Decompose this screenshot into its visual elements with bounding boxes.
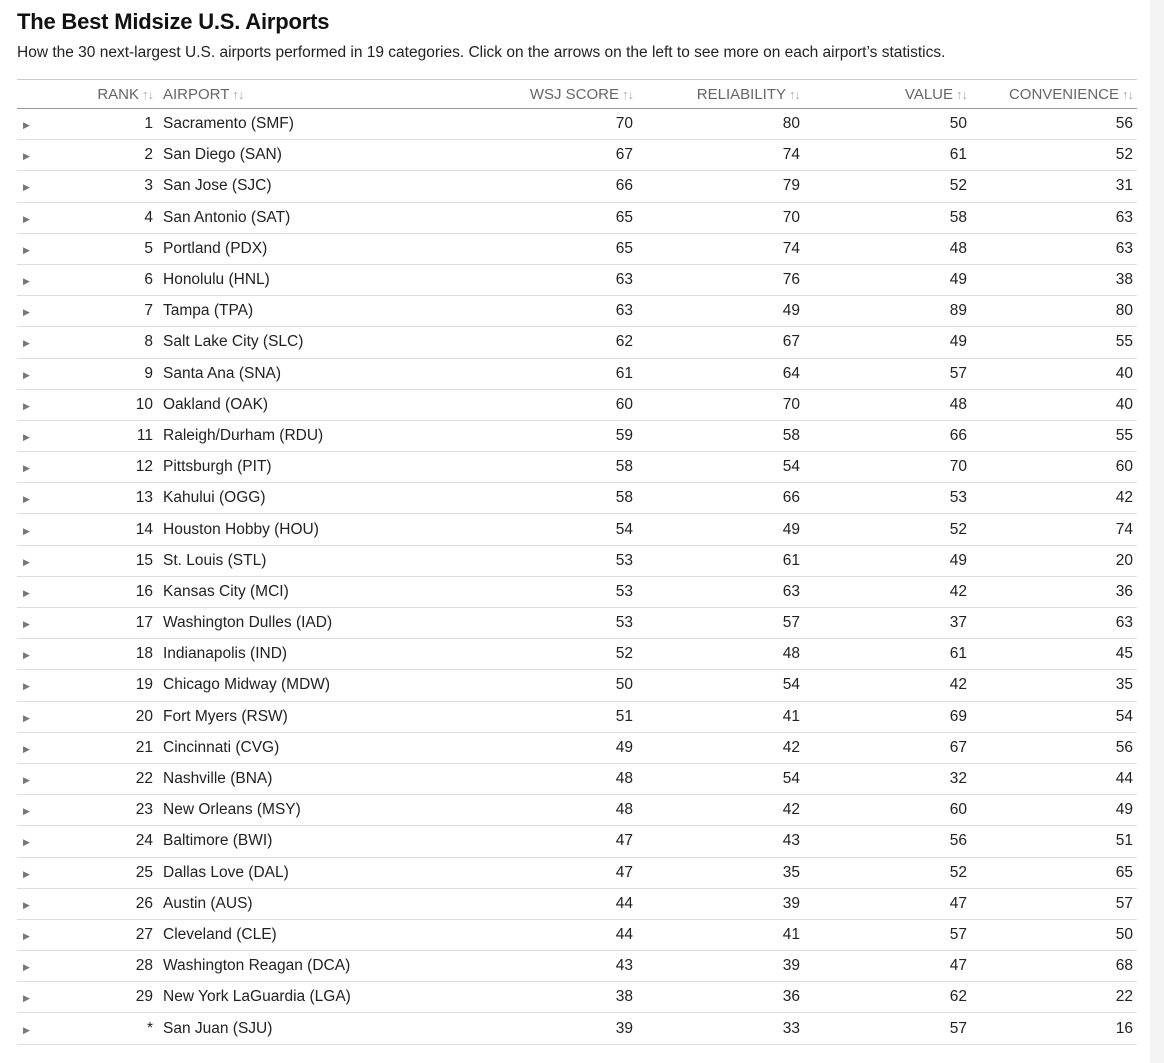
convenience-cell: 31 bbox=[967, 171, 1137, 202]
wsj-score-cell: 44 bbox=[487, 919, 633, 950]
value-cell: 66 bbox=[800, 420, 967, 451]
value-cell: 42 bbox=[800, 670, 967, 701]
table-row bbox=[17, 857, 1137, 888]
column-header-label: VALUE bbox=[904, 85, 953, 103]
airport-name-cell: Santa Ana (SNA) bbox=[153, 358, 487, 389]
rank-cell: 3 bbox=[47, 171, 153, 202]
rank-cell: 10 bbox=[47, 389, 153, 420]
table-row bbox=[17, 888, 1137, 919]
column-header-label: RELIABILITY bbox=[696, 85, 786, 103]
reliability-cell: 80 bbox=[633, 109, 800, 140]
table-row bbox=[17, 1013, 1137, 1044]
rank-cell: 14 bbox=[47, 514, 153, 545]
convenience-cell: 20 bbox=[967, 545, 1137, 576]
expand-row-arrow-icon[interactable]: ▶ bbox=[23, 400, 30, 411]
value-cell: 57 bbox=[800, 919, 967, 950]
expand-cell bbox=[17, 389, 47, 420]
table-row bbox=[17, 795, 1137, 826]
expand-cell bbox=[17, 483, 47, 514]
expand-row-arrow-icon[interactable]: ▶ bbox=[23, 962, 30, 973]
value-cell: 47 bbox=[800, 888, 967, 919]
airport-name-cell: Pittsburgh (PIT) bbox=[153, 452, 487, 483]
convenience-cell: 51 bbox=[967, 826, 1137, 857]
rank-cell: 22 bbox=[47, 763, 153, 794]
value-cell: 56 bbox=[800, 826, 967, 857]
convenience-cell: 45 bbox=[967, 639, 1137, 670]
column-header-airport[interactable] bbox=[153, 80, 487, 109]
table-row bbox=[17, 514, 1137, 545]
convenience-cell: 57 bbox=[967, 888, 1137, 919]
reliability-cell: 74 bbox=[633, 233, 800, 264]
rank-cell: 23 bbox=[47, 795, 153, 826]
convenience-cell: 36 bbox=[967, 576, 1137, 607]
airport-name-cell: Portland (PDX) bbox=[153, 233, 487, 264]
table-row bbox=[17, 483, 1137, 514]
expand-cell bbox=[17, 545, 47, 576]
rank-cell: 16 bbox=[47, 576, 153, 607]
reliability-cell: 66 bbox=[633, 483, 800, 514]
convenience-cell: 68 bbox=[967, 951, 1137, 982]
airport-name-cell: Indianapolis (IND) bbox=[153, 639, 487, 670]
wsj-score-cell: 51 bbox=[487, 701, 633, 732]
reliability-cell: 41 bbox=[633, 701, 800, 732]
expand-row-arrow-icon[interactable]: ▶ bbox=[23, 775, 30, 786]
convenience-cell: 74 bbox=[967, 514, 1137, 545]
convenience-cell: 55 bbox=[967, 327, 1137, 358]
table-row bbox=[17, 233, 1137, 264]
rank-cell: 9 bbox=[47, 358, 153, 389]
expand-cell bbox=[17, 951, 47, 982]
rank-cell: * bbox=[47, 1013, 153, 1044]
table-row bbox=[17, 327, 1137, 358]
column-header-label: CONVENIENCE bbox=[1008, 85, 1119, 103]
expand-row-arrow-icon[interactable]: ▶ bbox=[23, 712, 30, 723]
wsj-score-cell: 67 bbox=[487, 140, 633, 171]
airport-name-cell: Washington Dulles (IAD) bbox=[153, 608, 487, 639]
wsj-score-cell: 58 bbox=[487, 483, 633, 514]
expand-cell bbox=[17, 296, 47, 327]
convenience-cell: 22 bbox=[967, 982, 1137, 1013]
column-header-label: RANK bbox=[97, 85, 139, 103]
convenience-cell: 63 bbox=[967, 233, 1137, 264]
table-row bbox=[17, 982, 1137, 1013]
table-row bbox=[17, 358, 1137, 389]
wsj-score-cell: 58 bbox=[487, 452, 633, 483]
airport-name-cell: Salt Lake City (SLC) bbox=[153, 327, 487, 358]
expand-cell bbox=[17, 608, 47, 639]
value-cell: 67 bbox=[800, 732, 967, 763]
reliability-cell: 54 bbox=[633, 670, 800, 701]
expand-cell bbox=[17, 264, 47, 295]
expand-row-arrow-icon[interactable]: ▶ bbox=[23, 276, 30, 287]
expand-row-arrow-icon[interactable]: ▶ bbox=[23, 619, 30, 630]
expand-row-arrow-icon[interactable]: ▶ bbox=[23, 431, 30, 442]
expand-row-arrow-icon[interactable]: ▶ bbox=[23, 650, 30, 661]
reliability-cell: 67 bbox=[633, 327, 800, 358]
reliability-cell: 57 bbox=[633, 608, 800, 639]
rank-cell: 28 bbox=[47, 951, 153, 982]
reliability-cell: 58 bbox=[633, 420, 800, 451]
graphic-container bbox=[17, 8, 1133, 1045]
wsj-score-cell: 65 bbox=[487, 202, 633, 233]
value-cell: 47 bbox=[800, 951, 967, 982]
table-row bbox=[17, 763, 1137, 794]
column-header-label: AIRPORT bbox=[163, 85, 230, 103]
convenience-cell: 63 bbox=[967, 202, 1137, 233]
rank-cell: 19 bbox=[47, 670, 153, 701]
expand-cell bbox=[17, 452, 47, 483]
expand-row-arrow-icon[interactable]: ▶ bbox=[23, 338, 30, 349]
expand-cell bbox=[17, 420, 47, 451]
wsj-score-cell: 60 bbox=[487, 389, 633, 420]
airport-name-cell: San Jose (SJC) bbox=[153, 171, 487, 202]
rank-cell: 5 bbox=[47, 233, 153, 264]
rank-cell: 17 bbox=[47, 608, 153, 639]
table-row bbox=[17, 545, 1137, 576]
table-row bbox=[17, 670, 1137, 701]
wsj-score-cell: 50 bbox=[487, 670, 633, 701]
table-row bbox=[17, 576, 1137, 607]
expand-cell bbox=[17, 795, 47, 826]
expand-row-arrow-icon[interactable]: ▶ bbox=[23, 494, 30, 505]
rank-cell: 6 bbox=[47, 264, 153, 295]
wsj-score-cell: 39 bbox=[487, 1013, 633, 1044]
sort-arrows-icon[interactable]: ↑↓ bbox=[1122, 86, 1133, 102]
value-cell: 61 bbox=[800, 639, 967, 670]
expand-cell bbox=[17, 888, 47, 919]
reliability-cell: 64 bbox=[633, 358, 800, 389]
table-row bbox=[17, 296, 1137, 327]
airport-name-cell: San Juan (SJU) bbox=[153, 1013, 487, 1044]
expand-row-arrow-icon[interactable]: ▶ bbox=[23, 463, 30, 474]
airport-name-cell: Nashville (BNA) bbox=[153, 763, 487, 794]
airport-name-cell: Oakland (OAK) bbox=[153, 389, 487, 420]
airport-name-cell: Houston Hobby (HOU) bbox=[153, 514, 487, 545]
table-body bbox=[17, 109, 1137, 1045]
airport-name-cell: Baltimore (BWI) bbox=[153, 826, 487, 857]
wsj-score-cell: 47 bbox=[487, 857, 633, 888]
value-cell: 48 bbox=[800, 233, 967, 264]
wsj-score-cell: 70 bbox=[487, 109, 633, 140]
wsj-score-cell: 44 bbox=[487, 888, 633, 919]
column-header-rank[interactable] bbox=[47, 80, 153, 109]
airport-name-cell: Chicago Midway (MDW) bbox=[153, 670, 487, 701]
convenience-cell: 63 bbox=[967, 608, 1137, 639]
expand-row-arrow-icon[interactable]: ▶ bbox=[23, 837, 30, 848]
value-cell: 53 bbox=[800, 483, 967, 514]
convenience-cell: 65 bbox=[967, 857, 1137, 888]
value-cell: 49 bbox=[800, 264, 967, 295]
wsj-score-cell: 48 bbox=[487, 795, 633, 826]
wsj-score-cell: 53 bbox=[487, 608, 633, 639]
value-cell: 52 bbox=[800, 857, 967, 888]
wsj-score-cell: 59 bbox=[487, 420, 633, 451]
expand-row-arrow-icon[interactable]: ▶ bbox=[23, 151, 30, 162]
rank-cell: 18 bbox=[47, 639, 153, 670]
wsj-score-cell: 53 bbox=[487, 545, 633, 576]
value-cell: 49 bbox=[800, 545, 967, 576]
value-cell: 52 bbox=[800, 171, 967, 202]
wsj-score-cell: 43 bbox=[487, 951, 633, 982]
column-header-convenience[interactable] bbox=[967, 80, 1137, 109]
expand-row-arrow-icon[interactable]: ▶ bbox=[23, 525, 30, 536]
expand-cell bbox=[17, 763, 47, 794]
expand-row-arrow-icon[interactable]: ▶ bbox=[23, 899, 30, 910]
wsj-score-cell: 63 bbox=[487, 264, 633, 295]
airport-name-cell: Cincinnati (CVG) bbox=[153, 732, 487, 763]
reliability-cell: 33 bbox=[633, 1013, 800, 1044]
expand-row-arrow-icon[interactable]: ▶ bbox=[23, 307, 30, 318]
expand-cell bbox=[17, 982, 47, 1013]
reliability-cell: 74 bbox=[633, 140, 800, 171]
reliability-cell: 70 bbox=[633, 202, 800, 233]
wsj-score-cell: 48 bbox=[487, 763, 633, 794]
expand-cell bbox=[17, 826, 47, 857]
chart-title: The Best Midsize U.S. Airports bbox=[17, 9, 330, 34]
sort-arrows-icon[interactable]: ↑↓ bbox=[142, 86, 153, 102]
convenience-cell: 16 bbox=[967, 1013, 1137, 1044]
sort-arrows-icon[interactable]: ↑↓ bbox=[789, 86, 800, 102]
table-row bbox=[17, 919, 1137, 950]
page-scroll-strip bbox=[1150, 0, 1164, 1063]
expand-cell bbox=[17, 171, 47, 202]
wsj-score-cell: 54 bbox=[487, 514, 633, 545]
column-header-value[interactable] bbox=[800, 80, 967, 109]
table-row bbox=[17, 420, 1137, 451]
column-header-reliability[interactable] bbox=[633, 80, 800, 109]
expand-row-arrow-icon[interactable]: ▶ bbox=[23, 868, 30, 879]
sort-arrows-icon[interactable]: ↑↓ bbox=[232, 86, 244, 102]
column-header-wsj-score[interactable] bbox=[487, 80, 633, 109]
convenience-cell: 60 bbox=[967, 452, 1137, 483]
reliability-cell: 49 bbox=[633, 514, 800, 545]
expand-cell bbox=[17, 140, 47, 171]
table-row bbox=[17, 109, 1137, 140]
rank-cell: 12 bbox=[47, 452, 153, 483]
value-cell: 49 bbox=[800, 327, 967, 358]
value-cell: 60 bbox=[800, 795, 967, 826]
reliability-cell: 41 bbox=[633, 919, 800, 950]
expand-cell bbox=[17, 327, 47, 358]
rank-cell: 29 bbox=[47, 982, 153, 1013]
reliability-cell: 35 bbox=[633, 857, 800, 888]
reliability-cell: 39 bbox=[633, 888, 800, 919]
expand-cell bbox=[17, 639, 47, 670]
rank-cell: 15 bbox=[47, 545, 153, 576]
rank-cell: 27 bbox=[47, 919, 153, 950]
rank-cell: 24 bbox=[47, 826, 153, 857]
airport-name-cell: Kansas City (MCI) bbox=[153, 576, 487, 607]
reliability-cell: 70 bbox=[633, 389, 800, 420]
table-row bbox=[17, 389, 1137, 420]
airport-name-cell: New Orleans (MSY) bbox=[153, 795, 487, 826]
expand-cell bbox=[17, 670, 47, 701]
convenience-cell: 80 bbox=[967, 296, 1137, 327]
value-cell: 37 bbox=[800, 608, 967, 639]
expand-row-arrow-icon[interactable]: ▶ bbox=[23, 993, 30, 1004]
airport-name-cell: Sacramento (SMF) bbox=[153, 109, 487, 140]
convenience-cell: 56 bbox=[967, 732, 1137, 763]
value-cell: 62 bbox=[800, 982, 967, 1013]
expand-row-arrow-icon[interactable]: ▶ bbox=[23, 120, 30, 131]
value-cell: 58 bbox=[800, 202, 967, 233]
airport-name-cell: San Antonio (SAT) bbox=[153, 202, 487, 233]
convenience-cell: 35 bbox=[967, 670, 1137, 701]
expand-cell bbox=[17, 919, 47, 950]
rank-cell: 4 bbox=[47, 202, 153, 233]
expand-cell bbox=[17, 732, 47, 763]
value-cell: 32 bbox=[800, 763, 967, 794]
value-cell: 61 bbox=[800, 140, 967, 171]
table-row bbox=[17, 951, 1137, 982]
rank-cell: 13 bbox=[47, 483, 153, 514]
value-cell: 50 bbox=[800, 109, 967, 140]
expand-cell bbox=[17, 202, 47, 233]
table-row bbox=[17, 140, 1137, 171]
value-cell: 57 bbox=[800, 1013, 967, 1044]
rank-cell: 1 bbox=[47, 109, 153, 140]
reliability-cell: 76 bbox=[633, 264, 800, 295]
expand-cell bbox=[17, 514, 47, 545]
table-row bbox=[17, 452, 1137, 483]
reliability-cell: 48 bbox=[633, 639, 800, 670]
expand-row-arrow-icon[interactable]: ▶ bbox=[23, 556, 30, 567]
convenience-cell: 54 bbox=[967, 701, 1137, 732]
expand-row-arrow-icon[interactable]: ▶ bbox=[23, 806, 30, 817]
wsj-score-cell: 38 bbox=[487, 982, 633, 1013]
rank-cell: 20 bbox=[47, 701, 153, 732]
expand-row-arrow-icon[interactable]: ▶ bbox=[23, 369, 30, 380]
rank-cell: 11 bbox=[47, 420, 153, 451]
convenience-cell: 56 bbox=[967, 109, 1137, 140]
value-cell: 57 bbox=[800, 358, 967, 389]
expand-cell bbox=[17, 857, 47, 888]
expand-cell bbox=[17, 1013, 47, 1044]
expand-cell bbox=[17, 701, 47, 732]
expand-row-arrow-icon[interactable]: ▶ bbox=[23, 213, 30, 224]
airport-name-cell: Raleigh/Durham (RDU) bbox=[153, 420, 487, 451]
value-cell: 89 bbox=[800, 296, 967, 327]
airport-rankings-table bbox=[17, 79, 1137, 1045]
wsj-score-cell: 47 bbox=[487, 826, 633, 857]
wsj-score-cell: 65 bbox=[487, 233, 633, 264]
wsj-score-cell: 49 bbox=[487, 732, 633, 763]
wsj-score-cell: 66 bbox=[487, 171, 633, 202]
wsj-score-cell: 52 bbox=[487, 639, 633, 670]
airport-name-cell: San Diego (SAN) bbox=[153, 140, 487, 171]
sort-arrows-icon[interactable]: ↑↓ bbox=[956, 86, 967, 102]
airport-name-cell: Washington Reagan (DCA) bbox=[153, 951, 487, 982]
convenience-cell: 40 bbox=[967, 389, 1137, 420]
expand-row-arrow-icon[interactable]: ▶ bbox=[23, 1024, 30, 1035]
reliability-cell: 36 bbox=[633, 982, 800, 1013]
reliability-cell: 79 bbox=[633, 171, 800, 202]
expand-row-arrow-icon[interactable]: ▶ bbox=[23, 743, 30, 754]
expand-row-arrow-icon[interactable]: ▶ bbox=[23, 930, 30, 941]
airport-name-cell: New York LaGuardia (LGA) bbox=[153, 982, 487, 1013]
airport-name-cell: Tampa (TPA) bbox=[153, 296, 487, 327]
wsj-score-cell: 62 bbox=[487, 327, 633, 358]
wsj-score-cell: 63 bbox=[487, 296, 633, 327]
table-row bbox=[17, 608, 1137, 639]
reliability-cell: 42 bbox=[633, 732, 800, 763]
table-row bbox=[17, 171, 1137, 202]
reliability-cell: 63 bbox=[633, 576, 800, 607]
table-header-row bbox=[17, 80, 1137, 109]
convenience-cell: 50 bbox=[967, 919, 1137, 950]
value-cell: 48 bbox=[800, 389, 967, 420]
table-row bbox=[17, 202, 1137, 233]
value-cell: 69 bbox=[800, 701, 967, 732]
expand-row-arrow-icon[interactable]: ▶ bbox=[23, 182, 30, 193]
reliability-cell: 49 bbox=[633, 296, 800, 327]
airport-name-cell: Honolulu (HNL) bbox=[153, 264, 487, 295]
expand-row-arrow-icon[interactable]: ▶ bbox=[23, 244, 30, 255]
expand-row-arrow-icon[interactable]: ▶ bbox=[23, 681, 30, 692]
rank-cell: 2 bbox=[47, 140, 153, 171]
convenience-cell: 55 bbox=[967, 420, 1137, 451]
airport-name-cell: Kahului (OGG) bbox=[153, 483, 487, 514]
reliability-cell: 43 bbox=[633, 826, 800, 857]
reliability-cell: 54 bbox=[633, 763, 800, 794]
expand-cell bbox=[17, 576, 47, 607]
airport-name-cell: Fort Myers (RSW) bbox=[153, 701, 487, 732]
wsj-score-cell: 53 bbox=[487, 576, 633, 607]
reliability-cell: 54 bbox=[633, 452, 800, 483]
convenience-cell: 42 bbox=[967, 483, 1137, 514]
value-cell: 42 bbox=[800, 576, 967, 607]
rank-cell: 25 bbox=[47, 857, 153, 888]
rank-cell: 21 bbox=[47, 732, 153, 763]
expand-cell bbox=[17, 233, 47, 264]
expand-row-arrow-icon[interactable]: ▶ bbox=[23, 587, 30, 598]
convenience-cell: 52 bbox=[967, 140, 1137, 171]
reliability-cell: 39 bbox=[633, 951, 800, 982]
convenience-cell: 40 bbox=[967, 358, 1137, 389]
chart-subtitle: How the 30 next-largest U.S. airports performed in 19 categories. Click on the arrows on the left to see more on each airport’s statistics. bbox=[17, 44, 946, 61]
convenience-cell: 38 bbox=[967, 264, 1137, 295]
table-row bbox=[17, 264, 1137, 295]
airport-name-cell: Austin (AUS) bbox=[153, 888, 487, 919]
airport-name-cell: St. Louis (STL) bbox=[153, 545, 487, 576]
expand-cell bbox=[17, 109, 47, 140]
table-row bbox=[17, 732, 1137, 763]
column-header-label: WSJ SCORE bbox=[529, 85, 619, 103]
convenience-cell: 44 bbox=[967, 763, 1137, 794]
reliability-cell: 61 bbox=[633, 545, 800, 576]
rank-cell: 26 bbox=[47, 888, 153, 919]
table-row bbox=[17, 826, 1137, 857]
expand-cell bbox=[17, 358, 47, 389]
sort-arrows-icon[interactable]: ↑↓ bbox=[622, 86, 633, 102]
airport-name-cell: Dallas Love (DAL) bbox=[153, 857, 487, 888]
value-cell: 52 bbox=[800, 514, 967, 545]
reliability-cell: 42 bbox=[633, 795, 800, 826]
wsj-score-cell: 61 bbox=[487, 358, 633, 389]
expand-column-header bbox=[17, 80, 47, 109]
convenience-cell: 49 bbox=[967, 795, 1137, 826]
table-row bbox=[17, 639, 1137, 670]
airport-name-cell: Cleveland (CLE) bbox=[153, 919, 487, 950]
table-row bbox=[17, 701, 1137, 732]
rank-cell: 8 bbox=[47, 327, 153, 358]
rank-cell: 7 bbox=[47, 296, 153, 327]
value-cell: 70 bbox=[800, 452, 967, 483]
